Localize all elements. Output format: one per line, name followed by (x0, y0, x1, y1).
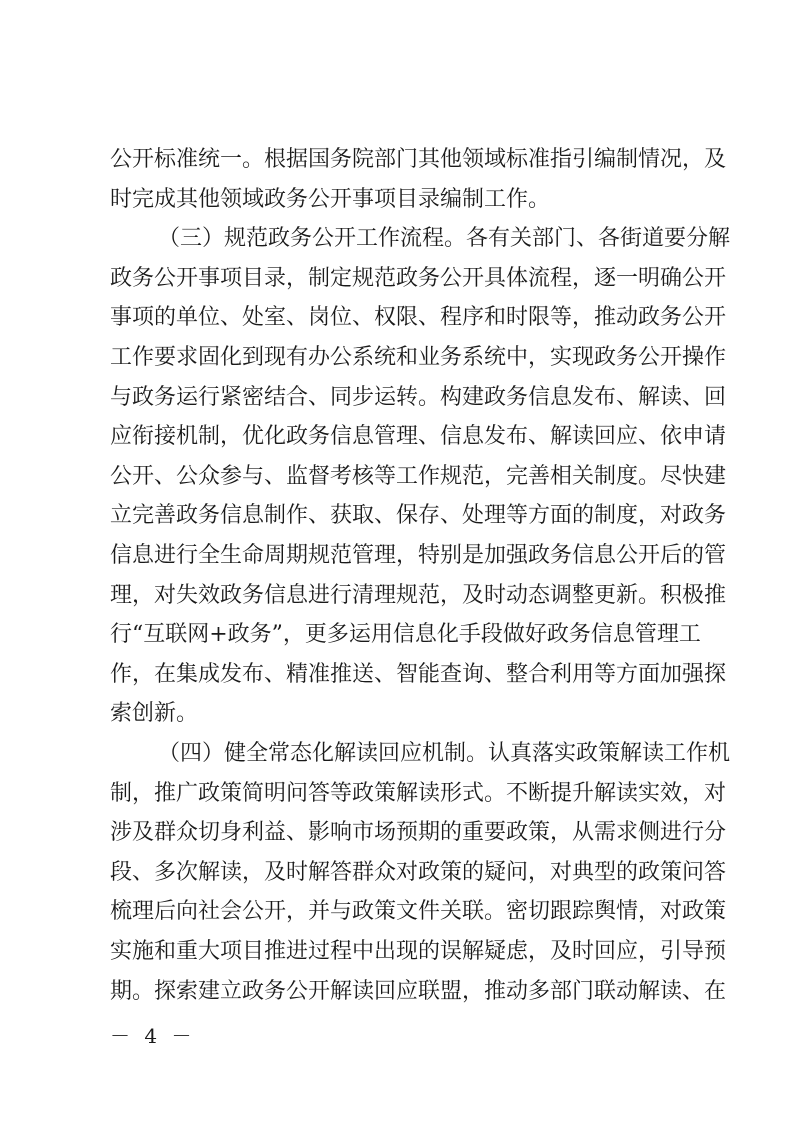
text-line: 作，在集成发布、精准推送、智能查询、整合利用等方面加强探 (110, 662, 727, 687)
text-line: 与政务运行紧密结合、同步运转。构建政务信息发布、解读、回 (110, 385, 727, 410)
text-line: 时完成其他领域政务公开事项目录编制工作。 (110, 187, 551, 212)
text-line: 理，对失效政务信息进行清理规范，及时动态调整更新。积极推 (110, 583, 727, 608)
text-line: 公开标准统一。根据国务院部门其他领域标准指引编制情况，及 (110, 147, 727, 172)
text-line: 段、多次解读，及时解答群众对政策的疑问，对典型的政策问答 (110, 860, 727, 885)
text-line: 政务公开事项目录，制定规范政务公开具体流程，逐一明确公开 (110, 266, 727, 291)
text-line: 行“互联网+政务”，更多运用信息化手段做好政务信息管理工 (110, 622, 701, 647)
text-line: 期。探索建立政务公开解读回应联盟，推动多部门联动解读、在 (110, 979, 727, 1004)
text-line: 梳理后向社会公开，并与政策文件关联。密切跟踪舆情，对政策 (110, 899, 727, 924)
section-heading-line: （三）规范政务公开工作流程。各有关部门、各街道要分解 (158, 226, 731, 251)
text-line: 公开、公众参与、监督考核等工作规范，完善相关制度。尽快建 (110, 464, 727, 489)
text-line: 应衔接机制，优化政务信息管理、信息发布、解读回应、依申请 (110, 424, 727, 449)
page-number: － 4 － (110, 1024, 196, 1048)
text-line: 制，推广政策简明问答等政策解读形式。不断提升解读实效，对 (110, 781, 727, 806)
text-line: 信息进行全生命周期规范管理，特别是加强政务信息公开后的管 (110, 543, 727, 568)
text-line: 立完善政务信息制作、获取、保存、处理等方面的制度，对政务 (110, 503, 727, 528)
text-line: 工作要求固化到现有办公系统和业务系统中，实现政务公开操作 (110, 345, 727, 370)
section-heading-line: （四）健全常态化解读回应机制。认真落实政策解读工作机 (158, 741, 731, 766)
text-line: 涉及群众切身利益、影响市场预期的重要政策，从需求侧进行分 (110, 820, 727, 845)
text-line: 索创新。 (110, 701, 199, 726)
text-line: 实施和重大项目推进过程中出现的误解疑虑，及时回应，引导预 (110, 939, 727, 964)
text-line: 事项的单位、处室、岗位、权限、程序和时限等，推动政务公开 (110, 305, 727, 330)
